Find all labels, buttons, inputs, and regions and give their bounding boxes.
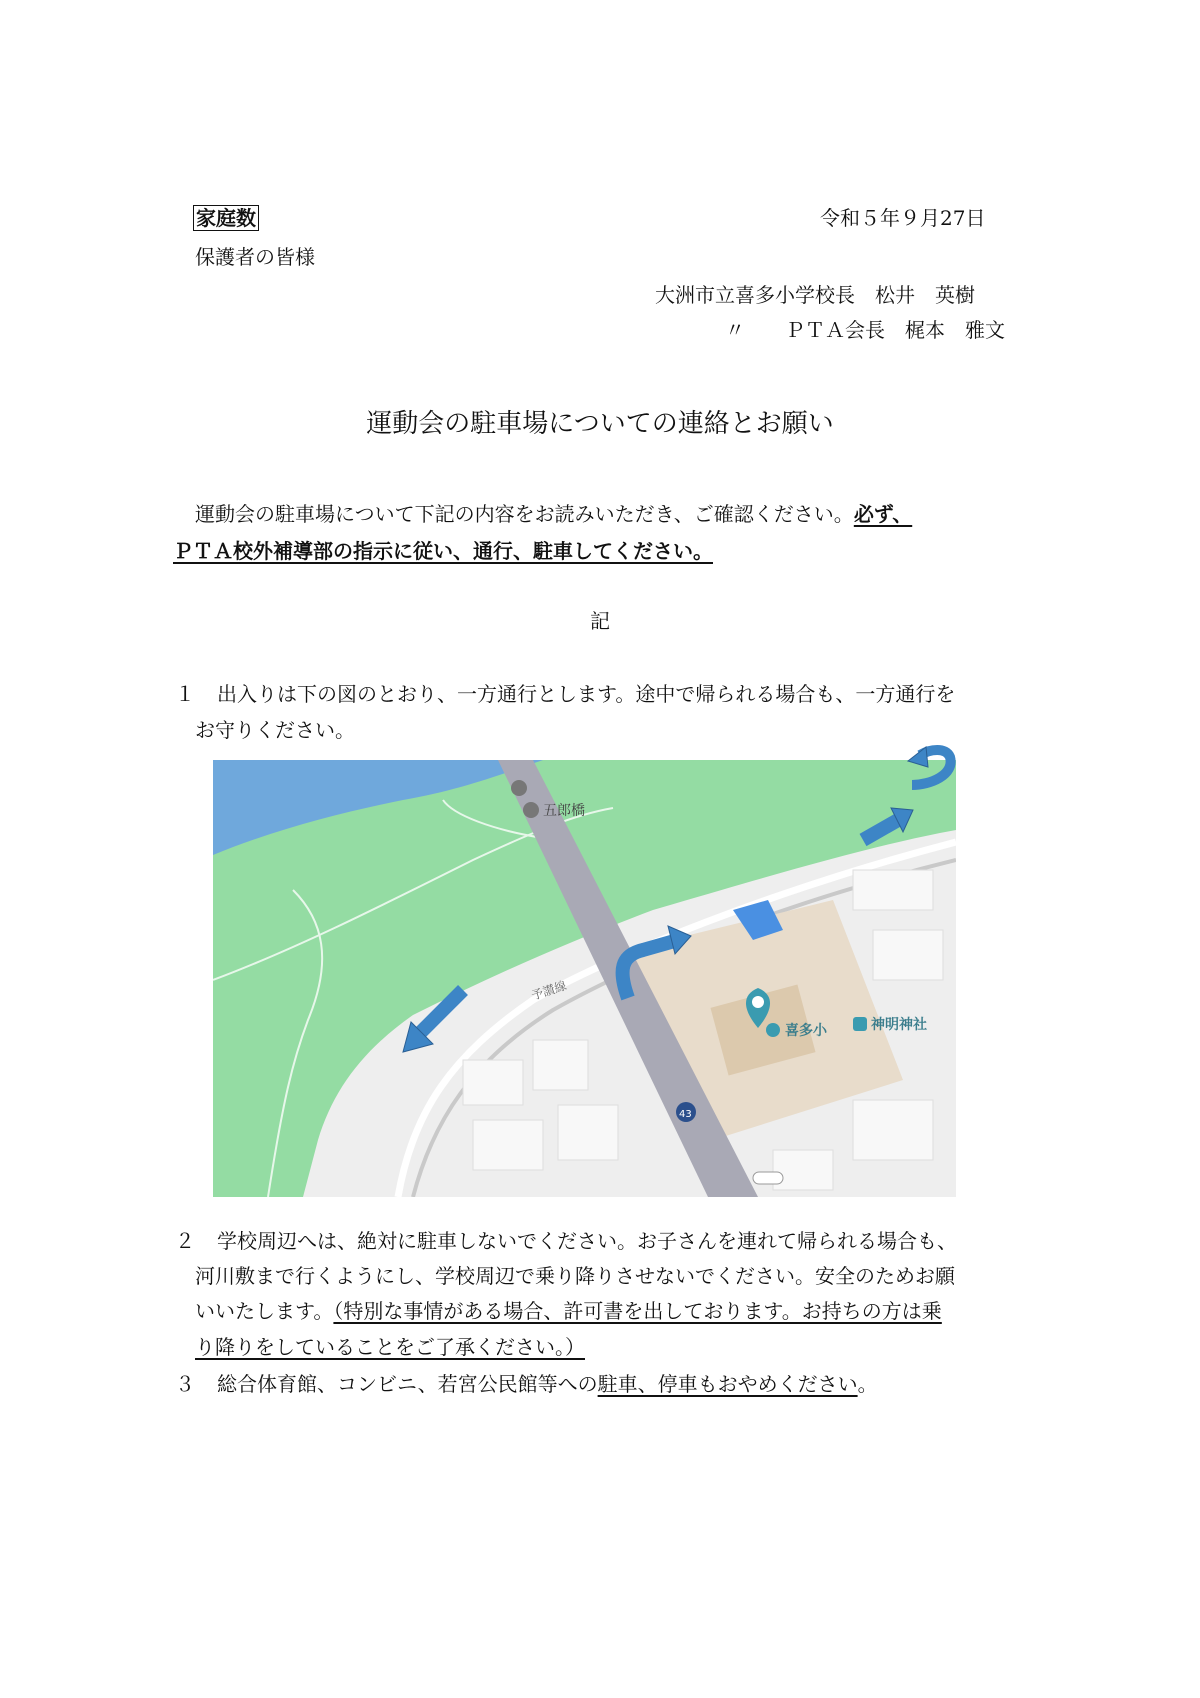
- u-turn-arrow-icon: [900, 745, 970, 805]
- item-1-number: １: [175, 682, 195, 706]
- bridge-label: 五郎橋: [543, 803, 585, 819]
- intro-emphasis-1: 必ず、: [853, 502, 913, 526]
- intro-text: 運動会の駐車場について下記の内容をお読みいただき、ご確認ください。: [195, 502, 854, 526]
- intro-emphasis-2: ＰＴＡ校外補導部の指示に従い、通行、駐車してください。: [173, 539, 713, 563]
- school-icon: [766, 1023, 780, 1037]
- school-label: 喜多小: [785, 1023, 827, 1039]
- intro-line-2: [173, 537, 713, 565]
- route-map-graphic: [213, 760, 956, 1197]
- item-3-line: [217, 1370, 878, 1398]
- location-pin-dot: [752, 996, 764, 1008]
- item-1-line-1: 出入りは下の図のとおり、一方通行とします。途中で帰られる場合も、一方通行を: [217, 682, 956, 706]
- document-title: 運動会の駐車場についての連絡とお願い: [366, 409, 834, 439]
- traffic-light-icon: [753, 1172, 783, 1184]
- item-3-plain: 総合体育館、コンビニ、若宮公民館等への: [217, 1372, 598, 1396]
- document-date: 令和５年９月27日: [820, 206, 986, 230]
- distribution-tag-label: 家庭数: [193, 205, 259, 231]
- sender-principal: 大洲市立喜多小学校長 松井 英樹: [655, 283, 975, 307]
- distribution-tag: [193, 204, 259, 232]
- item-3-number: ３: [175, 1372, 195, 1396]
- intro-line-1: [195, 500, 912, 528]
- item-2-line-4-note: り降りをしていることをご了承ください。）: [195, 1335, 585, 1359]
- sender-pta: 〃 ＰＴＡ会長 梶本 雅文: [725, 318, 1005, 342]
- item-2-line-4: [195, 1333, 585, 1361]
- item-1-line-2: お守りください。: [195, 718, 355, 742]
- shrine-icon: [853, 1017, 867, 1031]
- item-2-line-2: 河川敷まで行くようにし、学校周辺で乗り降りさせないでください。安全のためお願: [195, 1264, 955, 1288]
- shrine-label: 神明神社: [871, 1017, 927, 1033]
- bridge-icon: [523, 802, 539, 818]
- item-2-line-3-plain: いいたします。: [195, 1299, 334, 1323]
- item-2-line-3: [195, 1297, 942, 1325]
- item-3-underlined: 駐車、停車もおやめください: [597, 1372, 858, 1396]
- item-2-number: ２: [175, 1229, 195, 1253]
- item-3-end: 。: [857, 1372, 878, 1396]
- route-number-label: 43: [679, 1109, 692, 1120]
- recipient: 保護者の皆様: [195, 245, 315, 269]
- ki-heading: 記: [590, 609, 610, 633]
- item-2-line-3-note: （特別な事情がある場合、許可書を出しております。お持ちの方は乗: [333, 1299, 942, 1323]
- item-2-line-1: 学校周辺へは、絶対に駐車しないでください。お子さんを連れて帰られる場合も、: [217, 1229, 957, 1253]
- railway-label: 予讃線: [529, 978, 569, 1003]
- bridge-icon: [511, 780, 527, 796]
- route-map: [213, 760, 956, 1197]
